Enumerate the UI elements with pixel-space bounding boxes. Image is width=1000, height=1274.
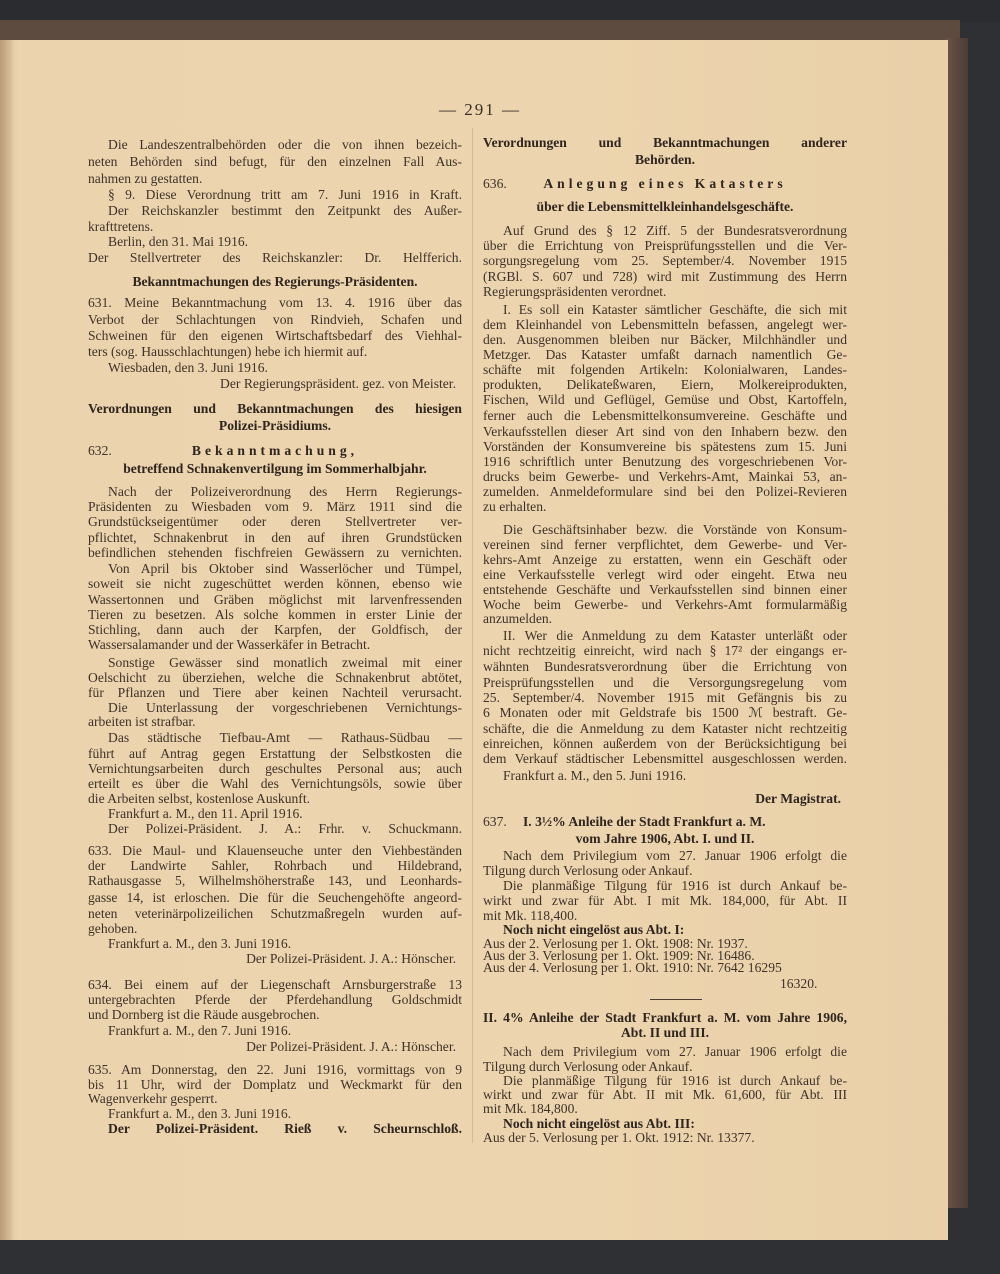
left-text-line: Von April bis Oktober sind Wasserlöcher und Tümpel,	[108, 561, 462, 576]
right-text-line: Der Magistrat.	[755, 791, 841, 806]
left-text-line: Berlin, den 31. Mai 1916.	[108, 234, 249, 249]
left-text-line: Bekanntmachungen des Regierungs-Präsidenten.	[132, 274, 418, 289]
left-text-line: Der Stellvertreter des Reichskanzler: Dr. Helfferich.	[88, 250, 462, 265]
right-text-line: schäfte, die die Anmeldung zu dem Kataster nicht rechtzeitig	[483, 721, 847, 736]
left-text-line: gasse 14, ist erloschen. Die für die Seuchengehöfte angeord-	[88, 890, 462, 905]
left-text-line: und Dornberg ist die Räude ausgebrochen.	[88, 1007, 320, 1022]
left-text-line: Polizei-Präsidiums.	[218, 418, 332, 433]
right-text-line: I. Es soll ein Kataster sämtlicher Geschäfte, die sich mit	[503, 302, 847, 317]
right-text-line: Tilgung durch Verlosung oder Ankauf.	[483, 1059, 693, 1074]
section-separator	[650, 999, 702, 1000]
right-text-line: Verordnungen und Bekanntmachungen anderer	[483, 135, 847, 150]
right-text-line: wirkt und zwar für Abt. I mit Mk. 184,000, für Abt. II	[483, 893, 847, 908]
right-text-line: 6 Monaten oder mit Geldstrafe bis 1500 ℳ bestraft. Ge-	[483, 705, 847, 720]
right-text-line: über die Lebensmittelkleinhandelsgeschäfte.	[536, 199, 794, 214]
left-text-line: Wagenverkehr gesperrt.	[88, 1091, 218, 1106]
left-text-line: bis 11 Uhr, wird der Domplatz und Weckmarkt für den	[88, 1077, 462, 1092]
left-text-line: 633. Die Maul- und Klauenseuche unter den Viehbeständen	[88, 843, 462, 858]
right-text-line: Vorständen der Konsumvereine bis spätestens zum 15. Juni	[483, 439, 847, 454]
right-text-line: Behörden.	[634, 152, 696, 167]
left-text-line: krafttretens.	[88, 219, 154, 234]
left-text-line: die Arbeiten selbst, kostenlose Auskunft.	[88, 791, 311, 806]
right-text-line: Preisprüfungsstellen und die Versorgungsregelung vom	[483, 675, 847, 690]
right-text-line: schäfte mit folgenden Artikeln: Kolonialwaren, Landes-	[483, 362, 847, 377]
left-text-line: Frankfurt a. M., den 7. Juni 1916.	[108, 1023, 292, 1038]
left-text-line: Präsidenten zu Wiesbaden vom 9. März 1911 sind die	[88, 499, 462, 514]
left-text-line: Wassersalamander und der Wasserkäfer in Betracht.	[88, 637, 371, 652]
left-text-line: Nach der Polizeiverordnung des Herrn Regierungs-	[108, 484, 462, 499]
right-text-line: I. 3½% Anleihe der Stadt Frankfurt a. M.	[523, 814, 766, 829]
left-text-line: nahmen zu gestatten.	[88, 171, 203, 186]
right-text-line: ferner auch die Lebensmittelkonsumvereine. Geschäfte und	[483, 408, 847, 423]
left-text-line: Oelschicht zu überziehen, welche die Schnakenbrut abtötet,	[88, 670, 462, 685]
left-text-line: pflichtet, Schnakenbrut in den auf ihren Grundstücken	[88, 530, 462, 545]
right-text-line: Nach dem Privilegium vom 27. Januar 1906 erfolgt die	[503, 1044, 847, 1059]
left-text-line: führt auf Antrag gegen Erstattung der Selbstkosten die	[88, 746, 462, 761]
right-text-line: Aus der 3. Verlosung per 1. Okt. 1909: Nr. 16486.	[483, 948, 755, 963]
left-text-line: untergebrachten Pferde der Pferdehandlung Goldschmidt	[88, 992, 462, 1007]
right-text-line: Regierungspräsidenten verordnet.	[483, 284, 667, 299]
right-text-line: Die planmäßige Tilgung für 1916 ist durch Ankauf be-	[503, 1073, 847, 1088]
right-text-line: Auf Grund des § 12 Ziff. 5 der Bundesratsverordnung	[503, 223, 847, 238]
right-text-line: Noch nicht eingelöst aus Abt. I:	[503, 922, 685, 937]
left-text-line: arbeiten ist strafbar.	[88, 714, 196, 729]
left-text-line: Der Reichskanzler bestimmt den Zeitpunkt des Außer-	[108, 203, 462, 218]
right-text-line: 25. September/4. November 1915 mit Gefängnis bis zu	[483, 690, 847, 705]
right-text-line: Aus der 5. Verlosung per 1. Okt. 1912: Nr. 13377.	[483, 1130, 755, 1145]
left-text-line: soweit sie nicht zugeschüttet werden können, ebenso wie	[88, 576, 462, 591]
right-text-line: Die Geschäftsinhaber bezw. die Vorstände von Konsum-	[503, 522, 847, 537]
left-text-line: Stichling, dann auch der Karpfen, der Goldfisch, der	[88, 622, 462, 637]
right-text-line: nicht rechtzeitig einreicht, wird nach § 17² der eingangs er-	[483, 643, 847, 658]
left-text-line: Das städtische Tiefbau-Amt — Rathaus-Südbau —	[108, 730, 462, 745]
right-text-line: über die Errichtung von Preisprüfungsstellen und die Ver-	[483, 238, 847, 253]
left-text-line: befindlichen stehenden fischfreien Gewässern zu vernichten.	[88, 545, 462, 560]
left-text-line: Der Polizei-Präsident. Rieß v. Scheurnschloß.	[108, 1121, 462, 1136]
left-text-line: Der Polizei-Präsident. J. A.: Hönscher.	[246, 1039, 456, 1054]
left-text-line: Die Unterlassung der vorgeschriebenen Vernichtungs-	[108, 700, 462, 715]
right-text-line: vereinen sind ferner verpflichtet, dem Gewerbe- und Ver-	[483, 537, 847, 552]
left-text-line: 634. Bei einem auf der Liegenschaft Arnsburgerstraße 13	[88, 977, 462, 992]
right-text-line: 636.	[483, 176, 507, 191]
left-text-line: für Pflanzen und Tiere aber keinen Nachteil verursacht.	[88, 685, 462, 700]
right-text-line: anzumelden.	[483, 611, 553, 626]
left-text-line: Wassertonnen und Gräben möglichst mit larvenfressenden	[88, 592, 462, 607]
left-text-line: ters (sog. Hausschlachtungen) hebe ich hiermit auf.	[88, 344, 368, 359]
left-text-line: Die Landeszentralbehörden oder die von ihnen bezeich-	[108, 137, 462, 152]
left-text-line: Verbot der Schlachtungen von Rindvieh, Schafen und	[88, 312, 462, 327]
right-text-line: einreichen, können außerdem von der Berücksichtigung bei	[483, 736, 847, 751]
left-text-line: neten veterinärpolizeilichen Schutzmaßregeln wurden auf-	[88, 906, 462, 921]
column-divider	[472, 128, 473, 1143]
right-text-line: sorgungsregelung vom 25. September/4. November 1915	[483, 253, 847, 268]
right-text-line: Verkaufsstellen dieser Art sind von den Inhabern bezw. den	[483, 424, 847, 439]
right-text-line: Aus der 2. Verlosung per 1. Okt. 1908: Nr. 1937.	[483, 936, 748, 951]
left-text-line: Der Regierungspräsident. gez. von Meister.	[220, 376, 456, 391]
right-text-line: Woche beim Gewerbe- und Verkehrs-Amt formularmäßig	[483, 597, 847, 612]
right-text-line: entstehende Geschäfte und Verkaufsstellen sind binnen einer	[483, 582, 847, 597]
left-text-line: 631. Meine Bekanntmachung vom 13. 4. 1916 über das	[88, 295, 462, 310]
right-text-line: II. Wer die Anmeldung zu dem Kataster unterläßt oder	[503, 628, 847, 643]
right-text-line: eine Verkaufsstelle verlegt wird oder eingeht. Etwa neu	[483, 567, 847, 582]
left-text-line: Frankfurt a. M., den 3. Juni 1916.	[108, 1106, 292, 1121]
left-text-line: Wiesbaden, den 3. Juni 1916.	[108, 360, 268, 375]
right-text-line: dem Kleinhandel von Lebensmitteln befassen, angelegt wer-	[483, 317, 847, 332]
left-text-line: erteilt es über die Wahl des Vernichtungsöls, sowie über	[88, 776, 462, 791]
left-text-line: Frankfurt a. M., den 11. April 1916.	[108, 806, 303, 821]
book-cover-edge	[0, 20, 960, 42]
left-text-line: § 9. Diese Verordnung tritt am 7. Juni 1916 in Kraft.	[108, 187, 462, 202]
left-text-line: Vernichtungsarbeiten durch geschultes Personal aus; auch	[88, 761, 462, 776]
right-text-line: Fischen, Wild und Geflügel, Gemüse und Obst, Kartoffeln,	[483, 392, 847, 407]
right-text-line: wähnten Bundesratsverordnung über die Errichtung von	[483, 659, 847, 674]
left-text-line: Frankfurt a. M., den 3. Juni 1916.	[108, 936, 292, 951]
left-text-line: Verordnungen und Bekanntmachungen des hiesigen	[88, 401, 462, 416]
right-text-line: vom Jahre 1906, Abt. I. und II.	[575, 831, 755, 846]
right-text-line: produkten, Delikateßwaren, Eiern, Molkereiprodukten,	[483, 377, 847, 392]
right-text-line: Tilgung durch Verlosung oder Ankauf.	[483, 863, 693, 878]
left-text-line: betreffend Schnakenvertilgung im Sommerhalbjahr.	[123, 461, 427, 476]
right-text-line: 1916 schriftlich unter Benutzung des vorgeschriebenen Vor-	[483, 454, 847, 469]
left-text-line: Bekanntmachung,	[191, 443, 359, 458]
left-text-line: 632.	[88, 443, 112, 458]
left-text-line: Sonstige Gewässer sind monatlich zweimal mit einer	[108, 655, 462, 670]
right-text-line: drucks beim Gewerbe- und Verkehrs-Amt, Mainkai 53, an-	[483, 469, 847, 484]
left-text-line: 635. Am Donnerstag, den 22. Juni 1916, vormittags von 9	[88, 1062, 462, 1077]
book-page-edge	[946, 38, 968, 1208]
scan-background-top	[0, 0, 1000, 22]
page-number: — 291 —	[439, 100, 521, 119]
left-text-line: Schweinen für den eigenen Wirtschaftsbedarf des Viehhal-	[88, 328, 462, 343]
right-text-line: 637.	[483, 814, 507, 829]
left-text-line: der Landwirte Sahler, Rohrbach und Hildebrand,	[88, 858, 462, 873]
right-text-line: Abt. II und III.	[620, 1025, 710, 1040]
right-text-line: 16320.	[780, 976, 818, 991]
right-text-line: Aus der 4. Verlosung per 1. Okt. 1910: Nr. 7642 16295	[483, 960, 782, 975]
left-text-line: Der Polizei-Präsident. J. A.: Hönscher.	[246, 951, 456, 966]
right-text-line: zu erhalten.	[483, 499, 547, 514]
left-text-line: Tieren zu besetzen. Als solche kommen in erster Linie der	[88, 607, 462, 622]
right-text-line: Anlegung eines Katasters	[543, 176, 787, 191]
right-text-line: Die planmäßige Tilgung für 1916 ist durch Ankauf be-	[503, 878, 847, 893]
right-text-line: mit Mk. 118,400.	[483, 908, 578, 923]
right-text-line: wirkt und zwar für Abt. II mit Mk. 61,600, für Abt. III	[483, 1087, 847, 1102]
left-text-line: Der Polizei-Präsident. J. A.: Frhr. v. Schuckmann.	[108, 821, 462, 836]
left-text-line: neten Behörden sind befugt, für den einzelnen Fall Aus-	[88, 154, 462, 169]
right-text-line: kehrs-Amt Anzeige zu erstatten, wenn ein Geschäft oder	[483, 552, 847, 567]
right-text-line: Nach dem Privilegium vom 27. Januar 1906 erfolgt die	[503, 848, 847, 863]
right-text-line: dem Verkauf städtischer Lebensmittel ausgeschlossen werden.	[483, 751, 847, 766]
right-text-line: Frankfurt a. M., den 5. Juni 1916.	[503, 768, 687, 783]
right-text-line: den. Ausgenommen bleiben nur Bäcker, Milchhändler und	[483, 332, 847, 347]
right-text-line: Noch nicht eingelöst aus Abt. III:	[503, 1116, 695, 1131]
right-text-line: II. 4% Anleihe der Stadt Frankfurt a. M. vom Jahre 1906,	[483, 1010, 847, 1025]
right-text-line: mit Mk. 184,800.	[483, 1101, 578, 1116]
right-text-line: (RGBl. S. 607 und 728) wird mit Zustimmung des Herrn	[483, 269, 847, 284]
left-text-line: gehoben.	[88, 921, 138, 936]
left-text-line: Rathausgasse 5, Wilhelmshöherstraße 143, und Leonhards-	[88, 873, 462, 888]
right-text-line: Metzger. Das Kataster umfaßt darnach namentlich Ge-	[483, 347, 847, 362]
left-text-line: Grundstückseigentümer oder deren Stellvertreter ver-	[88, 514, 462, 529]
right-text-line: zumelden. Anmeldeformulare sind bei den Polizei-Revieren	[483, 484, 847, 499]
gutter-shadow	[0, 40, 14, 1240]
